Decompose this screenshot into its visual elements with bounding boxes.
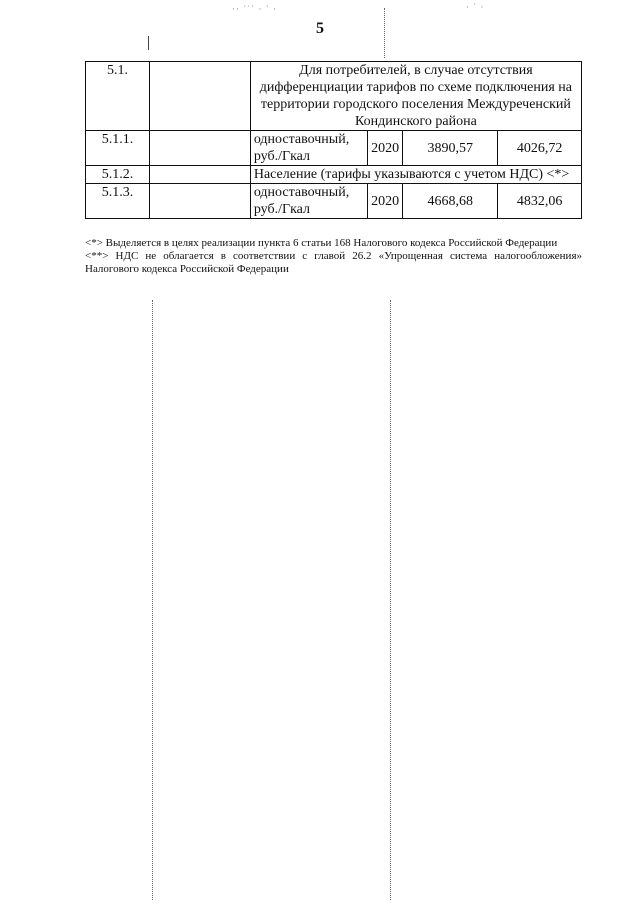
tariff-value-1: 4668,68 [403, 184, 498, 219]
scan-line [152, 300, 153, 900]
scan-line [148, 36, 149, 50]
row-number: 5.1.3. [86, 184, 150, 219]
footnote: <**> НДС не облагается в соответствии с главой 26.2 «Упрощенная система налогообложения» Налогового кодекса Российской Федерации [85, 250, 582, 275]
year-cell: 2020 [368, 184, 403, 219]
section-heading: Для потребителей, в случае отсутствия дифференциации тарифов по схеме подключения на территории городского поселения Междуреченский Кондинского района [250, 62, 581, 131]
page-number: 5 [316, 20, 324, 37]
footnotes [85, 237, 582, 276]
scan-noise-mark: · ˙ · [466, 2, 485, 12]
empty-cell [149, 184, 250, 219]
empty-cell [149, 131, 250, 166]
empty-cell [149, 166, 250, 184]
tariff-table [85, 61, 582, 219]
tariff-value-2: 4832,06 [498, 184, 582, 219]
empty-cell [149, 62, 250, 131]
table-row [86, 62, 582, 131]
footnote: <*> Выделяется в целях реализации пункта 6 статьи 168 Налогового кодекса Российской Федерации [85, 237, 558, 249]
unit-cell: одноставочный, руб./Гкал [250, 184, 367, 219]
section-heading: Население (тарифы указываются с учетом НДС) <*> [250, 166, 581, 184]
year-cell: 2020 [368, 131, 403, 166]
table-row [86, 131, 582, 166]
unit-cell: одноставочный, руб./Гкал [250, 131, 367, 166]
table-row [86, 184, 582, 219]
tariff-value-1: 3890,57 [403, 131, 498, 166]
tariff-value-2: 4026,72 [498, 131, 582, 166]
scan-line [390, 300, 391, 900]
table-row [86, 166, 582, 184]
scan-noise-mark: ·· ˙˙˙ · ˙ · [232, 4, 277, 14]
row-number: 5.1. [86, 62, 150, 131]
row-number: 5.1.1. [86, 131, 150, 166]
row-number: 5.1.2. [86, 166, 150, 184]
